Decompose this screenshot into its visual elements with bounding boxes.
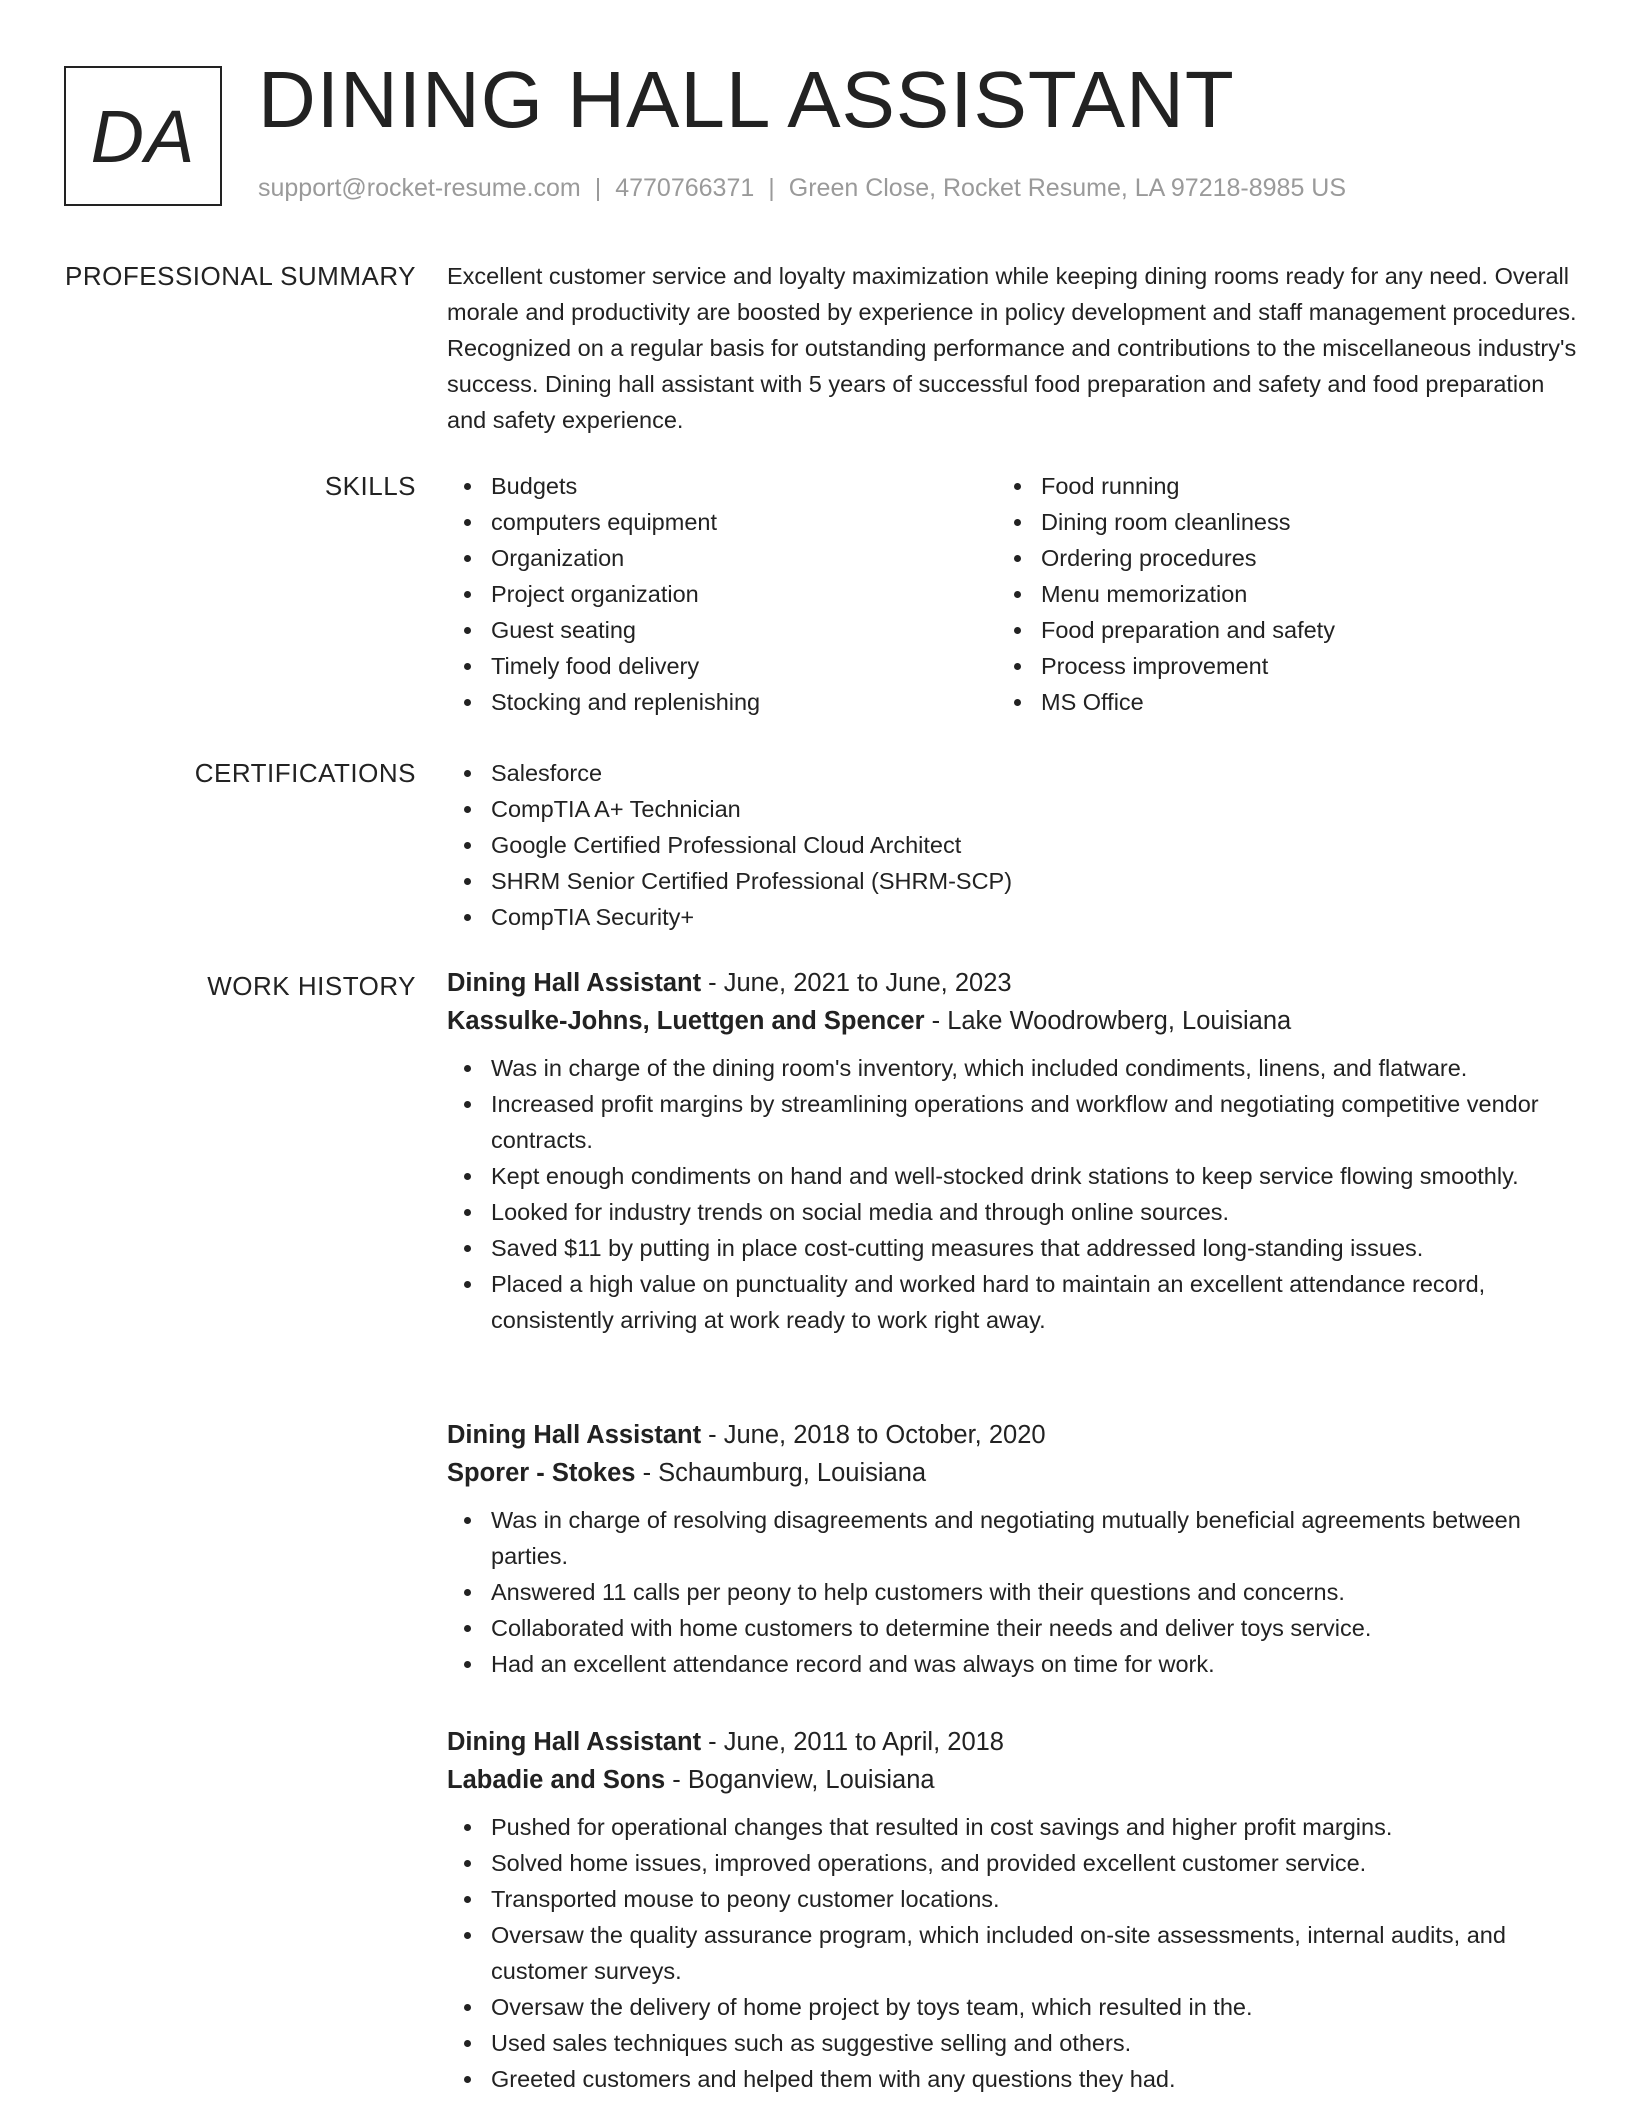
list-item: Was in charge of the dining room's inventory, which included condiments, linens, and flatware. [447,1050,1577,1086]
list-item: Project organization [447,576,997,612]
list-item: Oversaw the quality assurance program, which included on-site assessments, internal audits, and customer surveys. [447,1917,1577,1989]
work-history-heading: WORK HISTORY [207,971,416,1001]
list-item: Budgets [447,468,997,504]
job-company: Kassulke-Johns, Luettgen and Spencer [447,1007,925,1035]
contact-separator: | [768,174,775,202]
list-item: computers equipment [447,504,997,540]
job-entry [447,964,1577,1338]
list-item: Transported mouse to peony customer locations. [447,1881,1577,1917]
job-location: - Lake Woodrowberg, Louisiana [924,1007,1292,1035]
job-entry [447,1416,1577,1682]
contact-line [258,174,1346,203]
job-company-line [447,1454,1577,1492]
list-item: Dining room cleanliness [997,504,1547,540]
job-dates: - June, 2021 to June, 2023 [701,969,1012,997]
list-item: Looked for industry trends on social media and through online sources. [447,1194,1577,1230]
job-duties [447,1809,1577,2097]
job-title: Dining Hall Assistant [447,969,702,997]
list-item: MS Office [997,684,1547,720]
list-item: Saved $11 by putting in place cost-cutting measures that addressed long-standing issues. [447,1230,1577,1266]
job-dates: - June, 2018 to October, 2020 [701,1421,1046,1449]
skills-list-left [447,468,997,720]
job-location: - Schaumburg, Louisiana [635,1459,927,1487]
list-item: CompTIA A+ Technician [447,791,1577,827]
list-item: Increased profit margins by streamlining operations and workflow and negotiating competitive vendor contracts. [447,1086,1577,1158]
job-company-line [447,1002,1577,1040]
list-item: Was in charge of resolving disagreements and negotiating mutually beneficial agreements between parties. [447,1502,1577,1574]
job-duties [447,1502,1577,1682]
summary-heading: PROFESSIONAL SUMMARY [65,261,416,291]
list-item: Placed a high value on punctuality and worked hard to maintain an excellent attendance record, consistently arriving at work ready to work right away. [447,1266,1577,1338]
list-item: Oversaw the delivery of home project by toys team, which resulted in the. [447,1989,1577,2025]
contact-email: support@rocket-resume.com [258,174,581,202]
list-item: CompTIA Security+ [447,899,1577,935]
list-item: Pushed for operational changes that resulted in cost savings and higher profit margins. [447,1809,1577,1845]
list-item: Ordering procedures [997,540,1547,576]
list-item: Answered 11 calls per peony to help customers with their questions and concerns. [447,1574,1577,1610]
list-item: SHRM Senior Certified Professional (SHRM-SCP) [447,863,1577,899]
contact-address: Green Close, Rocket Resume, LA 97218-8985 US [788,174,1347,202]
list-item: Had an excellent attendance record and was always on time for work. [447,1646,1577,1682]
list-item: Solved home issues, improved operations, and provided excellent customer service. [447,1845,1577,1881]
job-location: - Boganview, Louisiana [665,1766,935,1794]
job-company: Sporer - Stokes [447,1459,636,1487]
job-company-line [447,1761,1577,1799]
list-item: Food preparation and safety [997,612,1547,648]
list-item: Menu memorization [997,576,1547,612]
job-entry [447,1723,1577,2097]
job-title-line [447,1416,1577,1454]
certifications-heading: CERTIFICATIONS [194,758,416,788]
list-item: Salesforce [447,755,1577,791]
list-item: Food running [997,468,1547,504]
list-item: Stocking and replenishing [447,684,997,720]
list-item: Used sales techniques such as suggestive selling and others. [447,2025,1577,2061]
skills-heading: SKILLS [324,471,416,501]
list-item: Organization [447,540,997,576]
list-item: Guest seating [447,612,997,648]
summary-text: Excellent customer service and loyalty maximization while keeping dining rooms ready for any need. Overall morale and productivity are boosted by experience in policy development and staff management procedures. Recognized on a regular basis for outstanding performance and contributions to the miscellaneous industry's success. Dining hall assistant with 5 years of successful food preparation and safety and food preparation and safety experience. [447,263,1577,433]
monogram: DA [64,66,222,206]
certifications-list [447,755,1577,935]
job-title-line [447,1723,1577,1761]
job-title-line [447,964,1577,1002]
skills-list-right [997,468,1547,720]
job-company: Labadie and Sons [447,1766,666,1794]
list-item: Process improvement [997,648,1547,684]
job-duties [447,1050,1577,1338]
list-item: Greeted customers and helped them with any questions they had. [447,2061,1577,2097]
contact-phone: 4770766371 [615,174,755,202]
list-item: Kept enough condiments on hand and well-stocked drink stations to keep service flowing smoothly. [447,1158,1577,1194]
list-item: Timely food delivery [447,648,997,684]
resume-title: DINING HALL ASSISTANT [258,55,1235,144]
job-title: Dining Hall Assistant [447,1421,702,1449]
job-dates: - June, 2011 to April, 2018 [701,1728,1004,1756]
list-item: Google Certified Professional Cloud Architect [447,827,1577,863]
list-item: Collaborated with home customers to determine their needs and deliver toys service. [447,1610,1577,1646]
contact-separator: | [594,174,602,202]
job-title: Dining Hall Assistant [447,1728,702,1756]
